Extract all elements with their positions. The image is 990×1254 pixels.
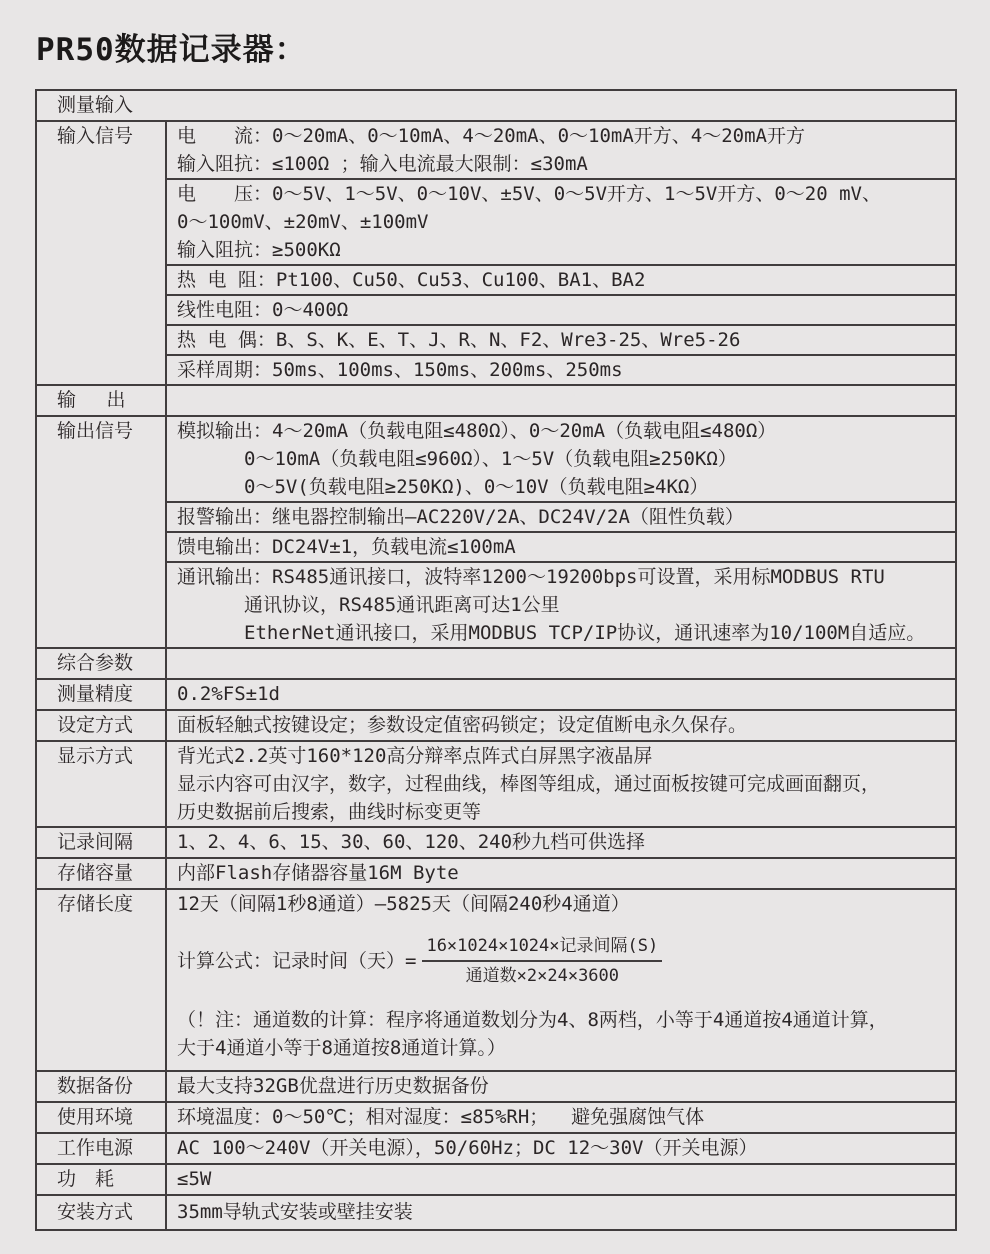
spec-line-current: 电 流：0～20mA、0～10mA、4～20mA、0～10mA开方、4～20mA开方 xyxy=(177,125,805,147)
row-value-input-signal xyxy=(167,122,955,384)
row-input-signal xyxy=(37,120,955,384)
row-value-output-signal xyxy=(167,417,955,647)
group-current xyxy=(167,122,955,178)
section-label-general: 综合参数 xyxy=(37,649,167,678)
row-label-environment: 使用环境 xyxy=(37,1103,167,1132)
spec-line-comm-2: 通讯协议，RS485通讯距离可达1公里 xyxy=(244,594,560,616)
row-value-display xyxy=(167,742,955,826)
row-label-power-consumption: 功 耗 xyxy=(37,1165,167,1194)
spec-line-rtd: 热 电 阻：Pt100、Cu50、Cu53、Cu100、BA1、BA2 xyxy=(177,269,646,291)
spec-line-storage-capacity: 内部Flash存储器容量16M Byte xyxy=(177,862,459,884)
spec-line-analog-1: 模拟输出：4～20mA（负载电阻≤480Ω）、0～20mA（负载电阻≤480Ω） xyxy=(177,420,777,442)
spec-line-display-3: 历史数据前后搜索，曲线时标变更等 xyxy=(177,801,482,823)
formula-denominator: 通道数×2×24×3600 xyxy=(465,966,620,986)
row-storage-length xyxy=(37,888,955,1070)
group-analog-output xyxy=(167,417,955,501)
group-linear-resistance xyxy=(167,294,955,324)
spec-line-accuracy: 0.2%FS±1d xyxy=(177,683,280,705)
row-mounting xyxy=(37,1194,955,1229)
row-label-display: 显示方式 xyxy=(37,742,167,826)
spec-line-voltage-impedance: 输入阻抗：≥500KΩ xyxy=(177,239,341,261)
spec-line-environment: 环境温度：0～50℃；相对湿度：≤85%RH； 避免强腐蚀气体 xyxy=(177,1106,705,1128)
group-voltage xyxy=(167,178,955,264)
row-value-mounting xyxy=(167,1196,955,1229)
group-thermocouple xyxy=(167,324,955,354)
spec-line-linear-resistance: 线性电阻：0～400Ω xyxy=(177,299,349,321)
spec-line-record-interval: 1、2、4、6、15、30、60、120、240秒九档可供选择 xyxy=(177,831,646,853)
row-power-consumption xyxy=(37,1163,955,1194)
page-title: PR50数据记录器： xyxy=(36,32,307,68)
spec-line-note-1: （！注：通道数的计算：程序将通道数划分为4、8两档，小等于4通道按4通道计算， xyxy=(177,1009,888,1031)
group-sampling xyxy=(167,354,955,384)
row-value-storage-capacity xyxy=(167,859,955,888)
row-label-input-signal: 输入信号 xyxy=(37,122,167,384)
row-value-data-backup xyxy=(167,1072,955,1101)
row-value-power-consumption xyxy=(167,1165,955,1194)
row-value-record-interval xyxy=(167,828,955,857)
row-label-output-signal: 输出信号 xyxy=(37,417,167,647)
row-value-storage-length xyxy=(167,890,955,1070)
row-label-mounting: 安装方式 xyxy=(37,1196,167,1229)
storage-note xyxy=(167,994,949,1062)
row-label-accuracy: 测量精度 xyxy=(37,680,167,709)
row-value-environment xyxy=(167,1103,955,1132)
spec-line-power-consumption: ≤5W xyxy=(177,1168,212,1190)
spec-line-display-2: 显示内容可由汉字，数字，过程曲线，棒图等组成，通过面板按键可完成画面翻页， xyxy=(177,773,881,795)
row-storage-capacity xyxy=(37,857,955,888)
row-label-storage-capacity: 存储容量 xyxy=(37,859,167,888)
group-rtd xyxy=(167,264,955,294)
row-display xyxy=(37,740,955,826)
spec-line-comm-1: 通讯输出：RS485通讯接口，波特率1200～19200bps可设置，采用标MODBUS RTU xyxy=(177,566,885,588)
row-record-interval xyxy=(37,826,955,857)
spec-line-thermocouple: 热 电 偶：B、S、K、E、T、J、R、N、F2、Wre3-25、Wre5-26 xyxy=(177,329,741,351)
spec-line-analog-2: 0～10mA（负载电阻≤960Ω）、1～5V（负载电阻≥250KΩ） xyxy=(244,448,737,470)
section-value-output-empty xyxy=(167,386,955,415)
formula-fraction xyxy=(422,934,662,988)
spec-line-power-supply: AC 100～240V（开关电源），50/60Hz；DC 12～30V（开关电源） xyxy=(177,1137,758,1159)
row-accuracy xyxy=(37,678,955,709)
row-value-setting xyxy=(167,711,955,740)
spec-line-voltage-2: 0～100mV、±20mV、±100mV xyxy=(177,211,429,233)
row-label-setting: 设定方式 xyxy=(37,711,167,740)
group-alarm-output xyxy=(167,501,955,531)
row-measure-input-section xyxy=(37,91,955,120)
row-power-supply xyxy=(37,1132,955,1163)
spec-line-comm-3: EtherNet通讯接口，采用MODBUS TCP/IP协议，通讯速率为10/100M自适应。 xyxy=(244,622,926,644)
section-value-general-empty xyxy=(167,649,955,678)
row-setting xyxy=(37,709,955,740)
row-label-storage-length: 存储长度 xyxy=(37,890,167,1070)
row-data-backup xyxy=(37,1070,955,1101)
spec-line-display-1: 背光式2.2英寸160*120高分辩率点阵式白屏黑字液晶屏 xyxy=(177,745,653,767)
row-output-signal xyxy=(37,415,955,647)
spec-line-note-2: 大于4通道小等于8通道按8通道计算。） xyxy=(177,1037,506,1059)
spec-line-sampling: 采样周期：50ms、100ms、150ms、200ms、250ms xyxy=(177,359,623,381)
row-output-section xyxy=(37,384,955,415)
spec-line-mounting: 35mm导轨式安装或壁挂安装 xyxy=(177,1201,413,1223)
section-label-measure-input: 测量输入 xyxy=(57,94,134,116)
spec-line-storage-length: 12天（间隔1秒8通道）—5825天（间隔240秒4通道） xyxy=(177,893,630,915)
group-feed-output xyxy=(167,531,955,561)
row-label-power-supply: 工作电源 xyxy=(37,1134,167,1163)
storage-formula xyxy=(167,918,949,994)
group-comm-output xyxy=(167,561,955,647)
spec-line-alarm: 报警输出：继电器控制输出—AC220V/2A、DC24V/2A（阻性负载） xyxy=(177,506,744,528)
row-label-data-backup: 数据备份 xyxy=(37,1072,167,1101)
row-label-record-interval: 记录间隔 xyxy=(37,828,167,857)
spec-line-voltage-1: 电 压：0～5V、1～5V、0～10V、±5V、0～5V开方、1～5V开方、0～20 mV、 xyxy=(177,183,881,205)
spec-line-feed: 馈电输出：DC24V±1，负载电流≤100mA xyxy=(177,536,516,558)
spec-line-setting: 面板轻触式按键设定；参数设定值密码锁定；设定值断电永久保存。 xyxy=(177,714,748,736)
formula-prefix: 计算公式：记录时间（天）= xyxy=(177,950,417,972)
row-value-power-supply xyxy=(167,1134,955,1163)
spec-line-data-backup: 最大支持32GB优盘进行历史数据备份 xyxy=(177,1075,489,1097)
spec-table xyxy=(35,89,957,1231)
spec-line-analog-3: 0～5V(负载电阻≥250KΩ)、0～10V（负载电阻≥4KΩ） xyxy=(244,476,709,498)
row-general-section xyxy=(37,647,955,678)
spec-line-current-impedance: 输入阻抗：≤100Ω ；输入电流最大限制：≤30mA xyxy=(177,153,588,175)
formula-numerator: 16×1024×1024×记录间隔(S) xyxy=(422,934,662,962)
row-value-accuracy xyxy=(167,680,955,709)
section-label-output: 输 出 xyxy=(37,386,167,415)
row-environment xyxy=(37,1101,955,1132)
